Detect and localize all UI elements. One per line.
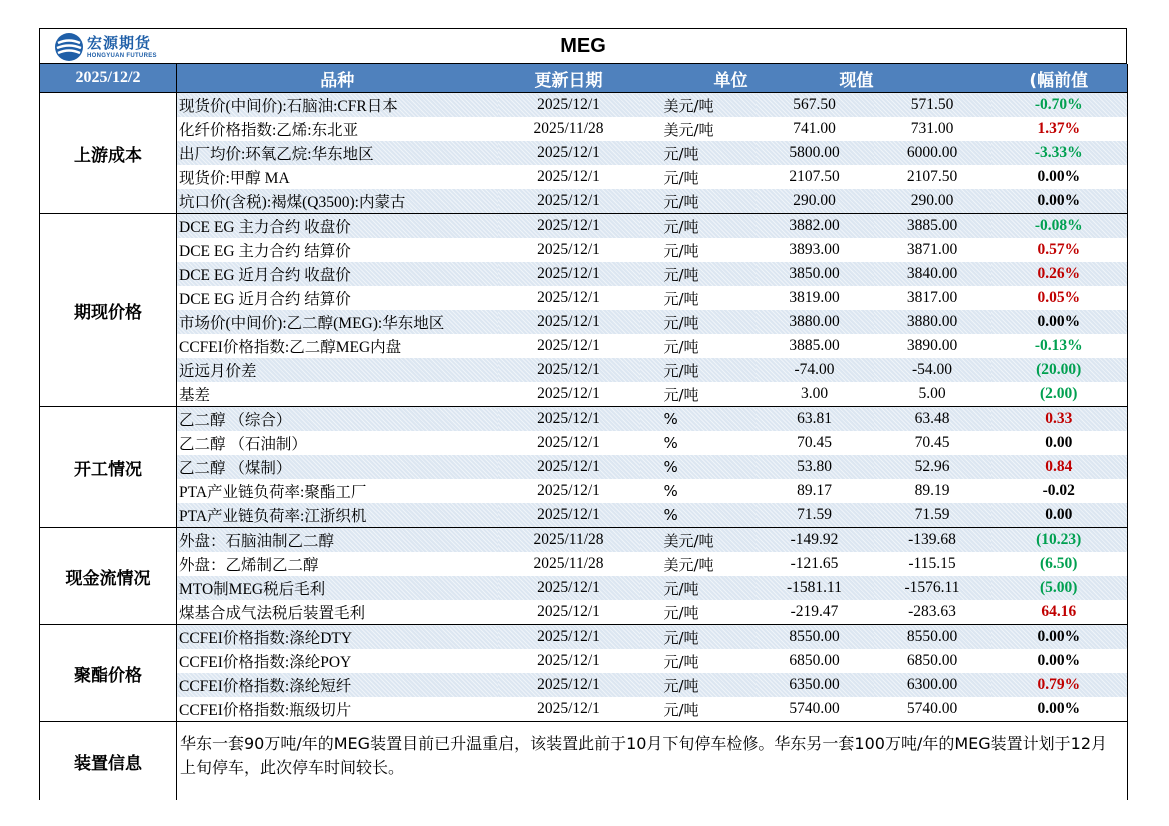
table-row (40, 576, 1128, 600)
row-unit: 元/吨 (640, 310, 756, 334)
row-name: 煤基合成气法税后装置毛利 (177, 600, 498, 625)
row-name: 基差 (177, 382, 498, 407)
row-unit: 美元/吨 (640, 552, 756, 576)
row-unit: 元/吨 (640, 625, 756, 650)
row-name: 坑口价(含税):褐煤(Q3500):内蒙古 (177, 189, 498, 214)
table-row (40, 625, 1128, 650)
row-previous-value: 3871.00 (874, 238, 991, 262)
table-body (40, 93, 1128, 722)
row-unit: 元/吨 (640, 358, 756, 382)
info-row (40, 722, 1128, 801)
row-change: (5.00) (991, 576, 1128, 600)
row-previous-value: 3885.00 (874, 214, 991, 239)
row-name: CCFEI价格指数:涤纶DTY (177, 625, 498, 650)
row-change: -0.02 (991, 479, 1128, 503)
row-update-date: 2025/12/1 (498, 286, 640, 310)
row-update-date: 2025/12/1 (498, 625, 640, 650)
info-category: 装置信息 (40, 722, 177, 801)
row-previous-value: 3890.00 (874, 334, 991, 358)
table-row (40, 455, 1128, 479)
row-unit: 美元/吨 (640, 93, 756, 118)
table-row (40, 431, 1128, 455)
row-update-date: 2025/11/28 (498, 117, 640, 141)
category-label: 聚酯价格 (40, 625, 177, 722)
row-previous-value: -115.15 (874, 552, 991, 576)
row-change: 0.00 (991, 431, 1128, 455)
row-update-date: 2025/12/1 (498, 334, 640, 358)
row-change: -0.13% (991, 334, 1128, 358)
row-previous-value: -54.00 (874, 358, 991, 382)
row-unit: 元/吨 (640, 697, 756, 722)
column-header-previous (874, 64, 991, 93)
row-previous-value: 63.48 (874, 407, 991, 432)
row-name: CCFEI价格指数:涤纶POY (177, 649, 498, 673)
row-previous-value: 52.96 (874, 455, 991, 479)
column-header-name: 品种 (177, 64, 498, 93)
row-name: 外盘：乙烯制乙二醇 (177, 552, 498, 576)
row-change: (10.23) (991, 528, 1128, 553)
column-header-unit: 单位 (640, 64, 756, 93)
table-row (40, 238, 1128, 262)
row-current-value: 8550.00 (756, 625, 874, 650)
row-change: 0.57% (991, 238, 1128, 262)
row-current-value: 71.59 (756, 503, 874, 528)
row-update-date: 2025/12/1 (498, 576, 640, 600)
table-row (40, 165, 1128, 189)
row-unit: 元/吨 (640, 238, 756, 262)
row-update-date: 2025/12/1 (498, 431, 640, 455)
row-current-value: 5740.00 (756, 697, 874, 722)
row-change: -0.08% (991, 214, 1128, 239)
row-change: 64.16 (991, 600, 1128, 625)
row-name: 乙二醇 （石油制） (177, 431, 498, 455)
row-previous-value: 5.00 (874, 382, 991, 407)
row-update-date: 2025/12/1 (498, 673, 640, 697)
row-previous-value: 89.19 (874, 479, 991, 503)
row-previous-value: 571.50 (874, 93, 991, 118)
column-header-change: (幅前值 (991, 64, 1128, 93)
row-unit: 元/吨 (640, 334, 756, 358)
logo-english-name: HONGYUAN FUTURES (87, 52, 157, 59)
table-header-row (40, 64, 1128, 93)
row-unit: % (640, 503, 756, 528)
row-change: 0.00% (991, 189, 1128, 214)
row-current-value: -149.92 (756, 528, 874, 553)
report-date: 2025/12/2 (40, 64, 177, 93)
data-table (39, 64, 1128, 800)
row-update-date: 2025/12/1 (498, 697, 640, 722)
row-update-date: 2025/11/28 (498, 552, 640, 576)
row-unit: 元/吨 (640, 189, 756, 214)
row-current-value: 3.00 (756, 382, 874, 407)
row-current-value: -121.65 (756, 552, 874, 576)
row-unit: 元/吨 (640, 165, 756, 189)
row-name: 出厂均价:环氧乙烷:华东地区 (177, 141, 498, 165)
row-name: 现货价:甲醇 MA (177, 165, 498, 189)
table-row (40, 214, 1128, 239)
row-name: PTA产业链负荷率:江浙织机 (177, 503, 498, 528)
row-previous-value: 2107.50 (874, 165, 991, 189)
row-update-date: 2025/12/1 (498, 600, 640, 625)
row-name: 化纤价格指数:乙烯:东北亚 (177, 117, 498, 141)
row-change: 0.00% (991, 310, 1128, 334)
row-name: 现货价(中间价):石脑油:CFR日本 (177, 93, 498, 118)
row-name: 乙二醇 （综合） (177, 407, 498, 432)
row-previous-value: 3817.00 (874, 286, 991, 310)
row-unit: 元/吨 (640, 576, 756, 600)
row-update-date: 2025/12/1 (498, 93, 640, 118)
row-current-value: 3880.00 (756, 310, 874, 334)
row-name: 外盘：石脑油制乙二醇 (177, 528, 498, 553)
row-change: 0.26% (991, 262, 1128, 286)
row-name: CCFEI价格指数:瓶级切片 (177, 697, 498, 722)
row-current-value: 6850.00 (756, 649, 874, 673)
row-name: 市场价(中间价):乙二醇(MEG):华东地区 (177, 310, 498, 334)
title-row (39, 28, 1127, 64)
table-row (40, 503, 1128, 528)
row-change: (6.50) (991, 552, 1128, 576)
row-current-value: 53.80 (756, 455, 874, 479)
row-current-value: 3850.00 (756, 262, 874, 286)
row-previous-value: -1576.11 (874, 576, 991, 600)
row-name: MTO制MEG税后毛利 (177, 576, 498, 600)
table-row (40, 334, 1128, 358)
row-current-value: 2107.50 (756, 165, 874, 189)
row-update-date: 2025/12/1 (498, 503, 640, 528)
row-change: 0.00% (991, 697, 1128, 722)
row-previous-value: 8550.00 (874, 625, 991, 650)
row-change: 1.37% (991, 117, 1128, 141)
row-change: (2.00) (991, 382, 1128, 407)
row-update-date: 2025/12/1 (498, 310, 640, 334)
table-row (40, 697, 1128, 722)
row-current-value: 3882.00 (756, 214, 874, 239)
row-change: 0.05% (991, 286, 1128, 310)
table-row (40, 310, 1128, 334)
row-previous-value: -283.63 (874, 600, 991, 625)
row-current-value: -74.00 (756, 358, 874, 382)
table-row (40, 649, 1128, 673)
row-change: -3.33% (991, 141, 1128, 165)
table-row (40, 673, 1128, 697)
row-current-value: 63.81 (756, 407, 874, 432)
info-section (40, 722, 1128, 801)
row-name: DCE EG 主力合约 收盘价 (177, 214, 498, 239)
row-current-value: 3819.00 (756, 286, 874, 310)
row-unit: % (640, 455, 756, 479)
table-row (40, 479, 1128, 503)
row-current-value: 741.00 (756, 117, 874, 141)
row-unit: 元/吨 (640, 286, 756, 310)
row-change: 0.00% (991, 625, 1128, 650)
row-change: (20.00) (991, 358, 1128, 382)
row-previous-value: 3840.00 (874, 262, 991, 286)
row-update-date: 2025/12/1 (498, 407, 640, 432)
row-name: CCFEI价格指数:涤纶短纤 (177, 673, 498, 697)
category-label: 期现价格 (40, 214, 177, 407)
table-row (40, 382, 1128, 407)
column-header-current: 现值 (756, 64, 874, 93)
row-change: -0.70% (991, 93, 1128, 118)
row-previous-value: 731.00 (874, 117, 991, 141)
row-change: 0.00 (991, 503, 1128, 528)
row-current-value: 6350.00 (756, 673, 874, 697)
table-row (40, 600, 1128, 625)
row-update-date: 2025/12/1 (498, 189, 640, 214)
row-previous-value: 6300.00 (874, 673, 991, 697)
table-row (40, 528, 1128, 553)
row-unit: % (640, 479, 756, 503)
row-unit: 元/吨 (640, 673, 756, 697)
row-unit: 元/吨 (640, 649, 756, 673)
table-row (40, 93, 1128, 118)
row-previous-value: 3880.00 (874, 310, 991, 334)
row-unit: 美元/吨 (640, 528, 756, 553)
row-name: DCE EG 主力合约 结算价 (177, 238, 498, 262)
row-previous-value: 6000.00 (874, 141, 991, 165)
info-text: 华东一套90万吨/年的MEG装置目前已升温重启，该装置此前于10月下旬停车检修。华东另一套100万吨/年的MEG装置计划于12月上旬停车，此次停车时间较长。 (177, 722, 1128, 801)
row-name: DCE EG 近月合约 结算价 (177, 286, 498, 310)
row-current-value: 5800.00 (756, 141, 874, 165)
table-row (40, 189, 1128, 214)
logo-chinese-name: 宏源期货 (87, 33, 152, 52)
row-unit: 美元/吨 (640, 117, 756, 141)
page-title: MEG (560, 35, 606, 57)
row-update-date: 2025/12/1 (498, 238, 640, 262)
row-update-date: 2025/12/1 (498, 455, 640, 479)
row-update-date: 2025/12/1 (498, 382, 640, 407)
row-update-date: 2025/12/1 (498, 479, 640, 503)
row-update-date: 2025/12/1 (498, 165, 640, 189)
row-previous-value: 6850.00 (874, 649, 991, 673)
row-update-date: 2025/12/1 (498, 141, 640, 165)
table-row (40, 552, 1128, 576)
row-update-date: 2025/12/1 (498, 262, 640, 286)
row-name: DCE EG 近月合约 收盘价 (177, 262, 498, 286)
row-unit: 元/吨 (640, 141, 756, 165)
table-row (40, 358, 1128, 382)
table-row (40, 407, 1128, 432)
table-row (40, 286, 1128, 310)
row-previous-value: 5740.00 (874, 697, 991, 722)
row-unit: % (640, 431, 756, 455)
row-update-date: 2025/12/1 (498, 649, 640, 673)
row-current-value: -1581.11 (756, 576, 874, 600)
column-header-date: 更新日期 (498, 64, 640, 93)
row-change: 0.79% (991, 673, 1128, 697)
row-change: 0.00% (991, 165, 1128, 189)
row-change: 0.33 (991, 407, 1128, 432)
row-update-date: 2025/11/28 (498, 528, 640, 553)
row-change: 0.84 (991, 455, 1128, 479)
table-row (40, 117, 1128, 141)
category-label: 现金流情况 (40, 528, 177, 625)
row-previous-value: 70.45 (874, 431, 991, 455)
row-name: PTA产业链负荷率:聚酯工厂 (177, 479, 498, 503)
row-previous-value: 290.00 (874, 189, 991, 214)
row-current-value: 70.45 (756, 431, 874, 455)
row-previous-value: 71.59 (874, 503, 991, 528)
meg-report-sheet (39, 28, 1127, 800)
row-name: CCFEI价格指数:乙二醇MEG内盘 (177, 334, 498, 358)
category-label: 上游成本 (40, 93, 177, 214)
row-name: 乙二醇 （煤制） (177, 455, 498, 479)
row-unit: % (640, 407, 756, 432)
row-current-value: -219.47 (756, 600, 874, 625)
row-current-value: 3893.00 (756, 238, 874, 262)
row-unit: 元/吨 (640, 382, 756, 407)
row-unit: 元/吨 (640, 214, 756, 239)
row-update-date: 2025/12/1 (498, 358, 640, 382)
row-current-value: 3885.00 (756, 334, 874, 358)
row-unit: 元/吨 (640, 262, 756, 286)
row-current-value: 567.50 (756, 93, 874, 118)
category-label: 开工情况 (40, 407, 177, 528)
table-row (40, 262, 1128, 286)
table-row (40, 141, 1128, 165)
row-name: 近远月价差 (177, 358, 498, 382)
row-change: 0.00% (991, 649, 1128, 673)
row-current-value: 290.00 (756, 189, 874, 214)
row-unit: 元/吨 (640, 600, 756, 625)
row-current-value: 89.17 (756, 479, 874, 503)
row-update-date: 2025/12/1 (498, 214, 640, 239)
row-previous-value: -139.68 (874, 528, 991, 553)
